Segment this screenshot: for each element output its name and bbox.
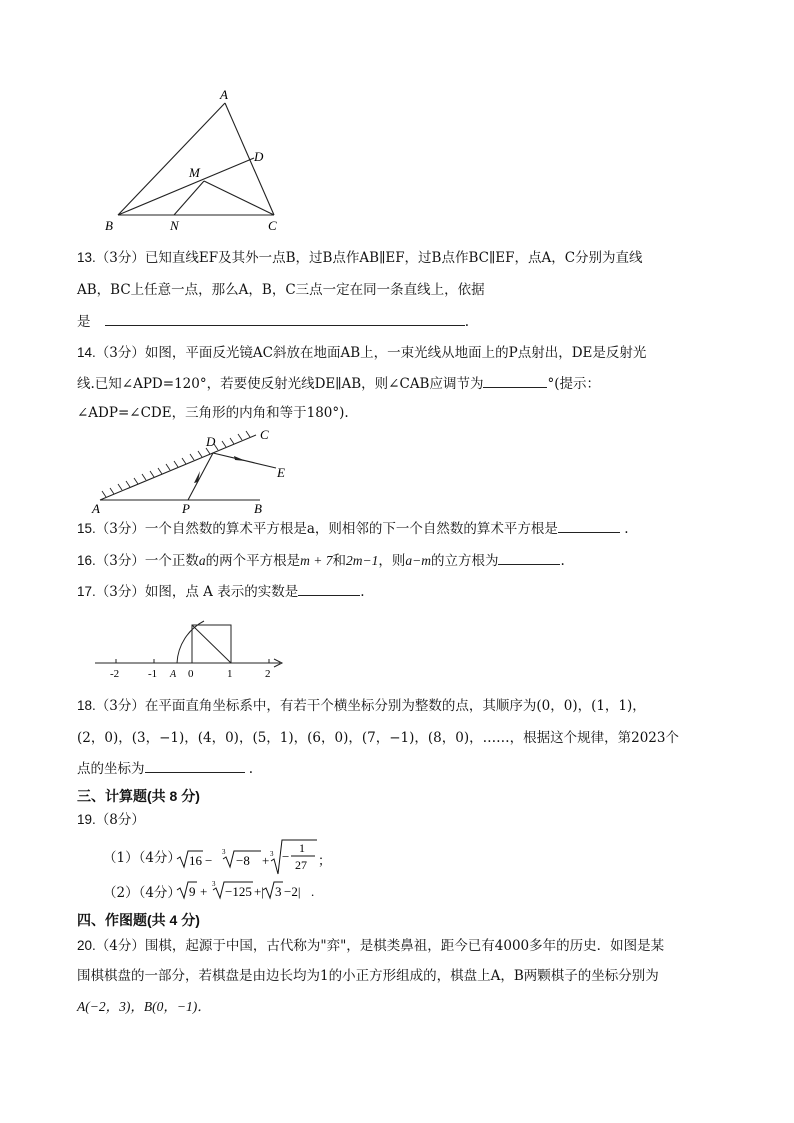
math-expression-2 — [175, 878, 345, 902]
question-18-line3: 点的坐标为 . — [77, 758, 253, 779]
svg-text:3: 3 — [222, 848, 226, 856]
question-13: 13.（3分）已知直线EF及其外一点B，过B点作AB∥EF，过B点作BC∥EF，点A，C分别为直线 — [77, 250, 643, 266]
svg-text:3: 3 — [212, 880, 216, 888]
answer-blank[interactable] — [483, 373, 547, 388]
question-17: 17.（3分）如图，点 A 表示的实数是 . — [77, 581, 365, 602]
section-4-heading: 四、作图题(共 4 分) — [77, 912, 200, 928]
svg-text:3: 3 — [270, 850, 274, 858]
section-3-heading: 三、计算题(共 8 分) — [77, 788, 200, 804]
svg-text:27: 27 — [295, 858, 307, 872]
svg-text:0: 0 — [188, 668, 194, 680]
label-D: D — [254, 149, 264, 164]
label-N: N — [170, 218, 179, 233]
svg-text:2: 2 — [265, 668, 271, 680]
answer-blank[interactable] — [145, 758, 245, 773]
svg-text:−: − — [282, 849, 290, 864]
numberline-figure — [92, 616, 292, 681]
svg-text:−125: −125 — [225, 884, 252, 899]
question-18: 18.（3分）在平面直角坐标系中，有若干个横坐标分别为整数的点，其顺序为(0，0)，(1，1)， — [77, 698, 646, 714]
question-14-line3: ∠ADP=∠CDE，三角形的内角和等于180°). — [77, 405, 349, 421]
math-expression-1 — [175, 836, 345, 876]
answer-blank[interactable] — [105, 311, 465, 326]
svg-text:；: ； — [318, 853, 332, 868]
question-13-line3: 是 . — [77, 311, 469, 332]
label-B: B — [105, 218, 113, 233]
label-E: E — [277, 465, 285, 480]
svg-text:1: 1 — [227, 668, 233, 680]
svg-text:1: 1 — [299, 841, 305, 855]
label-A: A — [92, 501, 100, 516]
svg-text:.: . — [311, 884, 315, 899]
question-14-line2: 线.已知∠APD=120°，若要使反射光线DE∥AB，则∠CAB应调节为 °(提示： — [77, 373, 600, 394]
svg-text:+: + — [262, 853, 270, 868]
answer-blank[interactable] — [498, 550, 560, 565]
svg-text:−8: −8 — [236, 853, 250, 868]
answer-blank[interactable] — [298, 581, 360, 596]
label-B: B — [254, 501, 262, 516]
svg-text:16: 16 — [189, 853, 202, 868]
question-19: 19.（8分） — [77, 812, 145, 828]
svg-text:-1: -1 — [148, 668, 158, 680]
question-14: 14.（3分）如图，平面反光镜AC斜放在地面AB上，一束光线从地面上的P点射出，DE是反射光 — [77, 345, 647, 361]
question-20: 20.（4分）围棋，起源于中国，古代称为"弈"，是棋类鼻祖，距今已有4000多年的历史．如图是某 — [77, 938, 665, 954]
svg-text:9: 9 — [189, 884, 196, 899]
question-18-line2: (2，0)，(3，−1)，(4，0)，(5，1)，(6，0)，(7，−1)，(8，0)，……，根据这个规律，第2023个 — [77, 730, 679, 746]
question-16: 16.（3分）一个正数a的两个平方根是m + 7和2m−1，则a−m的立方根为 . — [77, 550, 565, 571]
label-D: D — [206, 434, 216, 449]
svg-text:+|: +| — [254, 884, 264, 899]
label-P: P — [182, 501, 190, 516]
svg-text:−: − — [205, 853, 213, 868]
label-A: A — [220, 87, 228, 102]
svg-text:+: + — [200, 884, 208, 899]
answer-blank[interactable] — [558, 518, 620, 533]
label-M: M — [189, 165, 200, 180]
question-20-line2: 围棋棋盘的一部分，若棋盘是由边长均为1的小正方形组成的，棋盘上A，B两颗棋子的坐标分别为 — [77, 968, 659, 984]
svg-text:-2: -2 — [110, 668, 120, 680]
svg-text:3: 3 — [275, 884, 282, 899]
question-number: 13. — [77, 250, 96, 265]
svg-text:−2|: −2| — [284, 884, 301, 899]
triangle-figure — [100, 75, 300, 240]
question-20-line3: A(−2，3)，B(0，−1)． — [77, 999, 211, 1014]
mirror-figure — [88, 425, 298, 517]
svg-text:A: A — [170, 669, 177, 680]
label-C: C — [268, 218, 277, 233]
question-15: 15.（3分）一个自然数的算术平方根是a，则相邻的下一个自然数的算术平方根是 . — [77, 518, 629, 539]
label-C: C — [260, 427, 269, 442]
question-13-line2: AB，BC上任意一点，那么A，B，C三点一定在同一条直线上，依据 — [77, 282, 485, 298]
